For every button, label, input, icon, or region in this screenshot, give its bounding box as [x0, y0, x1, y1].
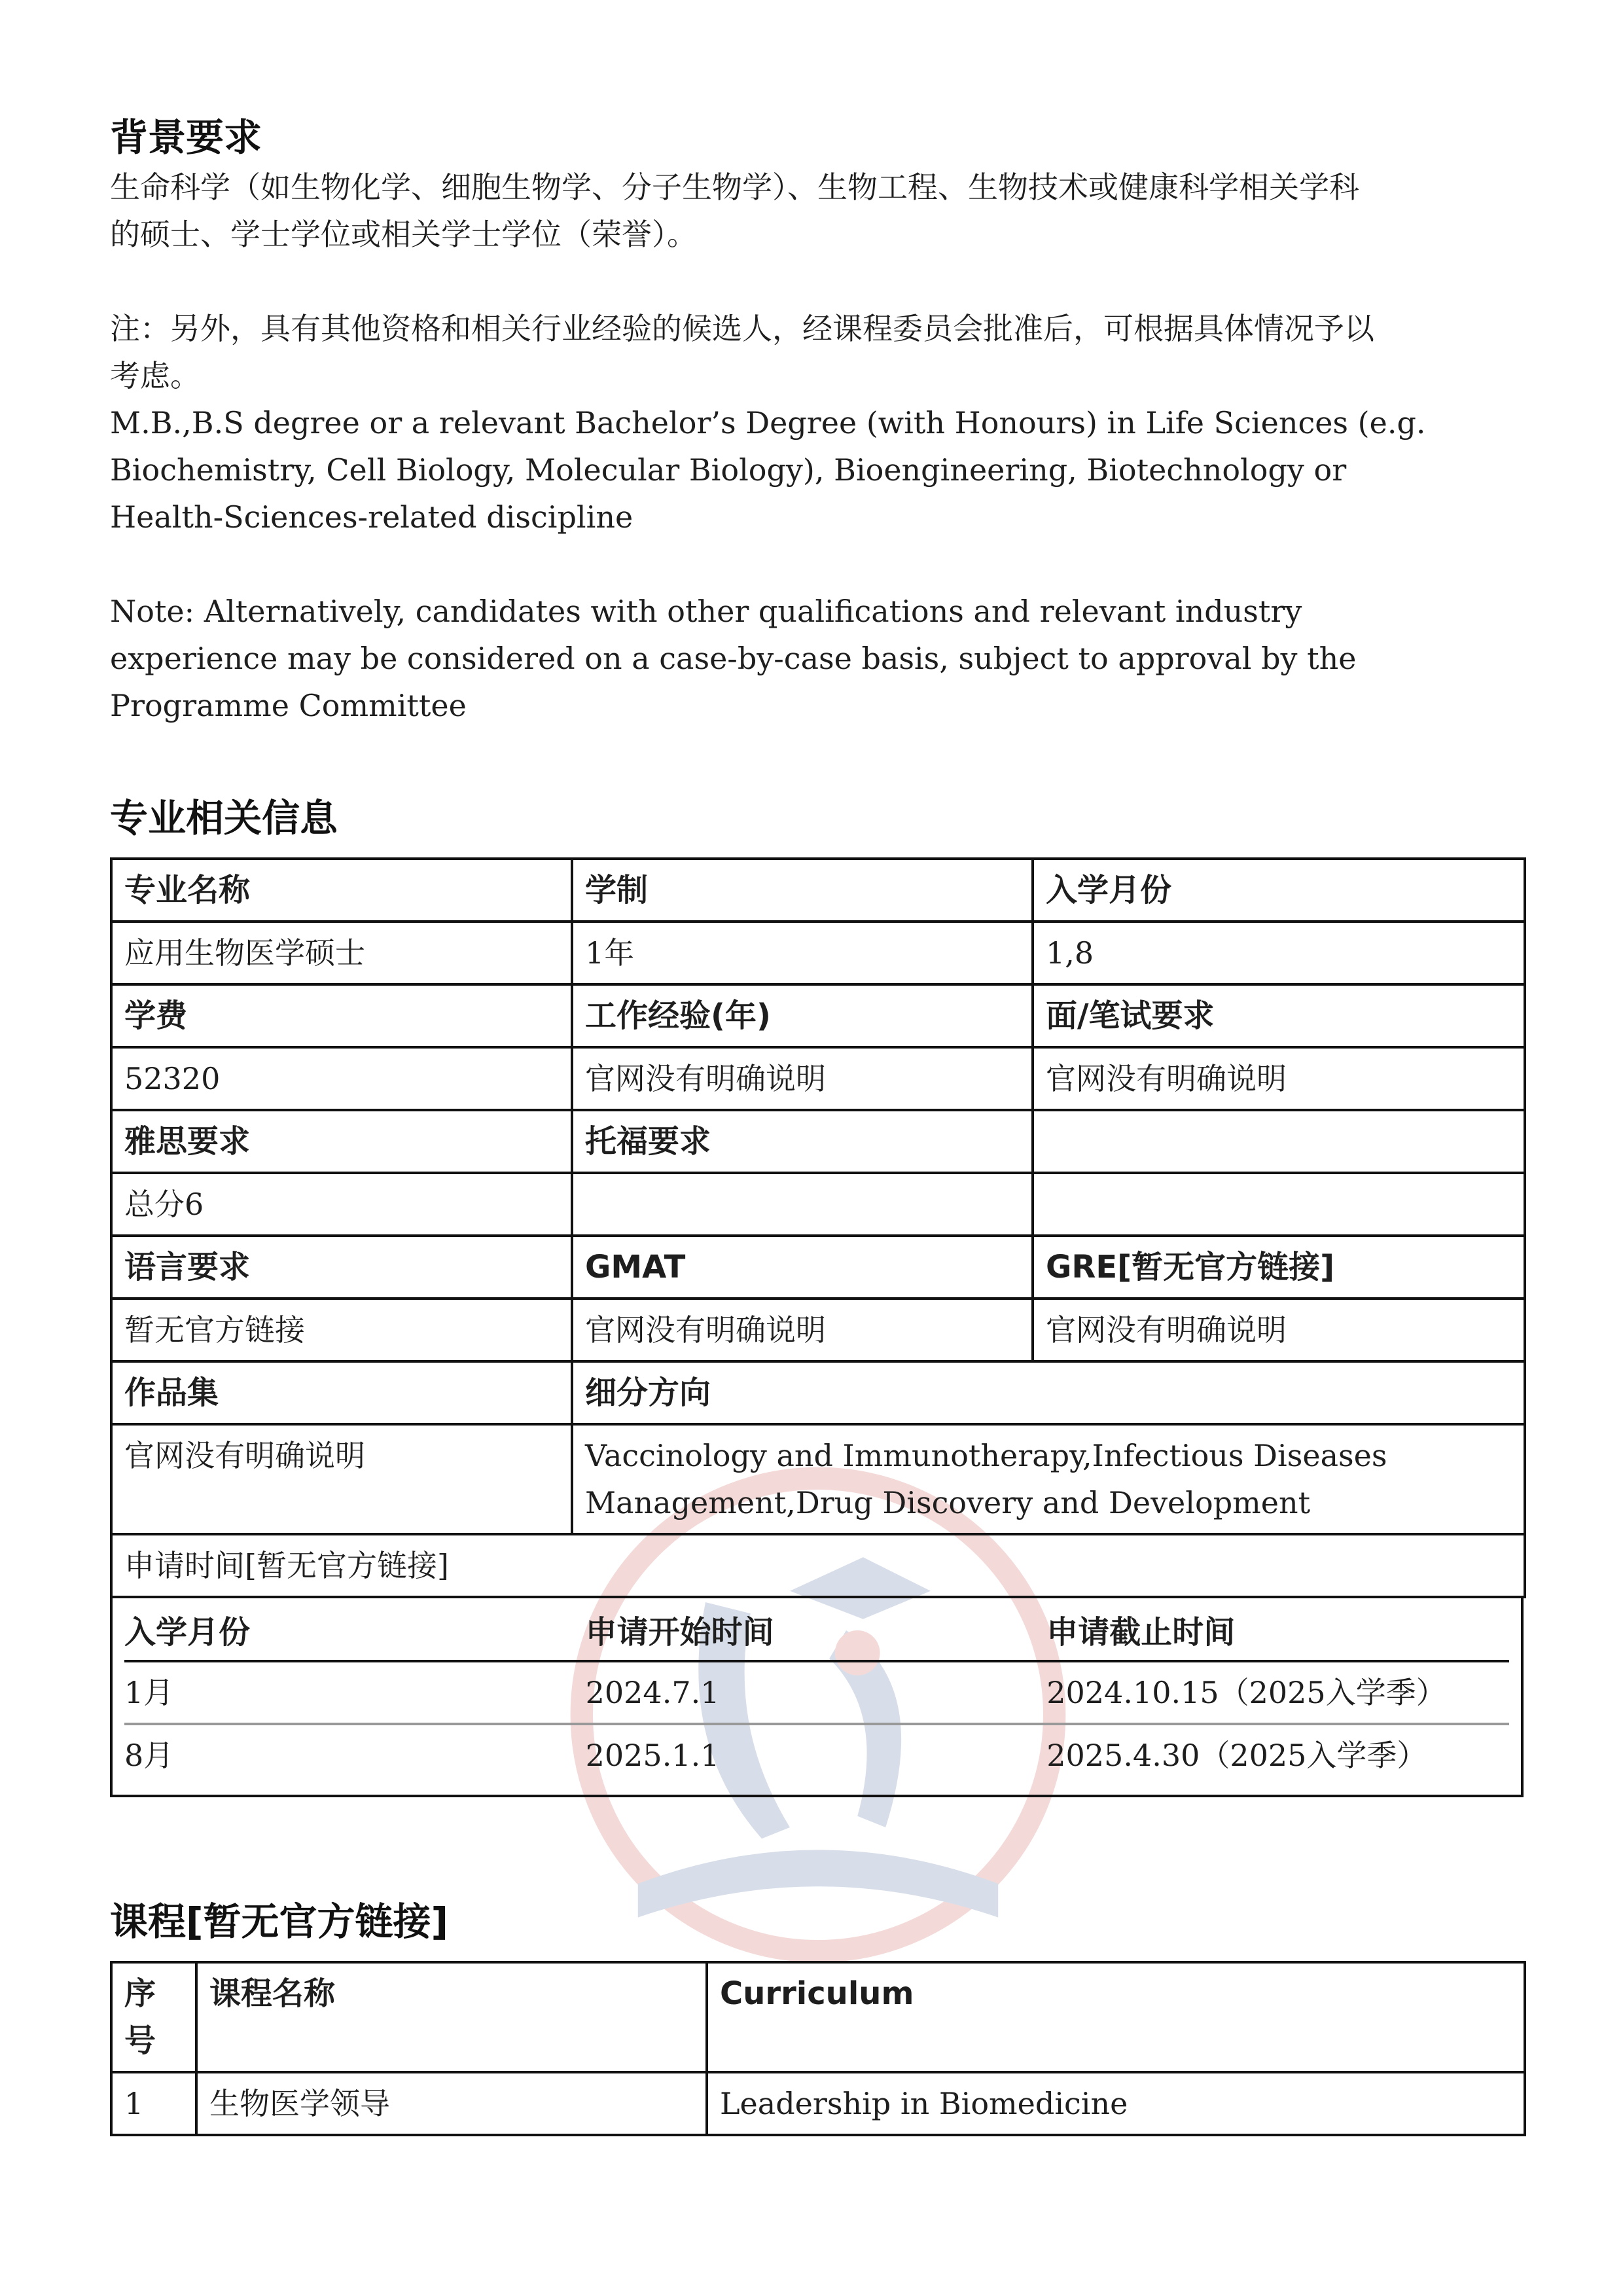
- background-cn-line-1: 生命科学（如生物化学、细胞生物学、分子生物学）、生物工程、生物技术或健康科学相关学科: [110, 170, 1359, 205]
- program-info-title: 专业相关信息: [110, 796, 338, 840]
- toefl-value: [572, 1173, 1033, 1236]
- gmat-label: GMAT: [572, 1236, 1033, 1299]
- background-note-cn-line-1: 注：另外，具有其他资格和相关行业经验的候选人，经课程委员会批准后，可根据具体情况予以: [110, 311, 1374, 346]
- portfolio-label: 作品集: [111, 1361, 572, 1424]
- apply-time-label: 申请时间[暂无官方链接]: [111, 1534, 1525, 1597]
- background-en-line-3: Health-Sciences-related discipline: [110, 499, 633, 535]
- background-en-line-2: Biochemistry, Cell Biology, Molecular Biology), Bioengineering, Biotechnology or: [110, 452, 1347, 488]
- intake-label: 入学月份: [1033, 859, 1525, 922]
- duration-label: 学制: [572, 859, 1033, 922]
- background-note-en-line-2: experience may be considered on a case-by-case basis, subject to approval by the: [110, 641, 1357, 676]
- course-name: 生物医学领导: [196, 2072, 707, 2135]
- time-cell-deadline: 2025.4.30（2025入学季）: [1046, 1738, 1427, 1773]
- background-note-cn-line-2: 考虑。: [110, 358, 200, 393]
- interview-value: 官网没有明确说明: [1033, 1047, 1525, 1110]
- time-cell-start: 2024.7.1: [586, 1661, 1047, 1724]
- background-note-en-line-1: Note: Alternatively, candidates with other qualifications and relevant industry: [110, 594, 1302, 629]
- direction-label: 细分方向: [572, 1361, 1525, 1424]
- background-title: 背景要求: [110, 115, 262, 160]
- time-cell-intake: 8月: [124, 1738, 174, 1773]
- application-time-section: [110, 1598, 1524, 1797]
- toefl-label: 托福要求: [572, 1110, 1033, 1173]
- intake-value: 1,8: [1033, 922, 1525, 984]
- time-cell-deadline: 2024.10.15（2025入学季）: [1046, 1661, 1509, 1724]
- document-content: [110, 111, 1524, 2136]
- program-name-value: 应用生物医学硕士: [111, 922, 572, 984]
- empty-cell: [1033, 1110, 1525, 1173]
- application-time-table: [124, 1605, 1509, 1785]
- program-info-table: [110, 857, 1526, 1598]
- gmat-value: 官网没有明确说明: [572, 1299, 1033, 1361]
- course-header-index: 序号: [111, 1962, 196, 2072]
- ielts-value: 总分6: [111, 1173, 572, 1236]
- empty-cell: [1033, 1173, 1525, 1236]
- time-header-intake: 入学月份: [124, 1605, 586, 1661]
- course-curriculum: Leadership in Biomedicine: [707, 2072, 1525, 2135]
- table-row: [124, 1724, 1509, 1785]
- course-index: 1: [111, 2072, 196, 2135]
- program-name-label: 专业名称: [111, 859, 572, 922]
- work-experience-value: 官网没有明确说明: [572, 1047, 1033, 1110]
- table-row: [111, 2072, 1525, 2135]
- gre-label: GRE[暂无官方链接]: [1033, 1236, 1525, 1299]
- gre-value: 官网没有明确说明: [1033, 1299, 1525, 1361]
- table-row: [124, 1661, 1509, 1724]
- course-title: 课程[暂无官方链接]: [110, 1899, 449, 1944]
- time-cell-intake: 1月: [124, 1661, 586, 1724]
- duration-value: 1年: [572, 922, 1033, 984]
- interview-label: 面/笔试要求: [1033, 984, 1525, 1047]
- background-note-en-line-3: Programme Committee: [110, 688, 467, 723]
- language-label: 语言要求: [111, 1236, 572, 1299]
- work-experience-label: 工作经验(年): [572, 984, 1033, 1047]
- direction-value: Vaccinology and Immunotherapy,Infectious Diseases Management,Drug Discovery and Development: [572, 1424, 1525, 1534]
- course-table: [110, 1961, 1526, 2136]
- time-cell-start: 2025.1.1: [585, 1738, 720, 1773]
- course-header-curriculum: Curriculum: [707, 1962, 1525, 2072]
- time-header-start: 申请开始时间: [586, 1605, 1047, 1661]
- background-cn-line-2: 的硕士、学士学位或相关学士学位（荣誉）。: [110, 217, 697, 252]
- portfolio-value: 官网没有明确说明: [111, 1424, 572, 1534]
- tuition-label: 学费: [111, 984, 572, 1047]
- ielts-label: 雅思要求: [111, 1110, 572, 1173]
- tuition-value: 52320: [111, 1047, 572, 1110]
- time-header-deadline: 申请截止时间: [1046, 1605, 1509, 1661]
- language-value: 暂无官方链接: [111, 1299, 572, 1361]
- course-header-name: 课程名称: [196, 1962, 707, 2072]
- background-en-line-1: M.B.,B.S degree or a relevant Bachelor’s Degree (with Honours) in Life Sciences (e.g.: [110, 405, 1426, 440]
